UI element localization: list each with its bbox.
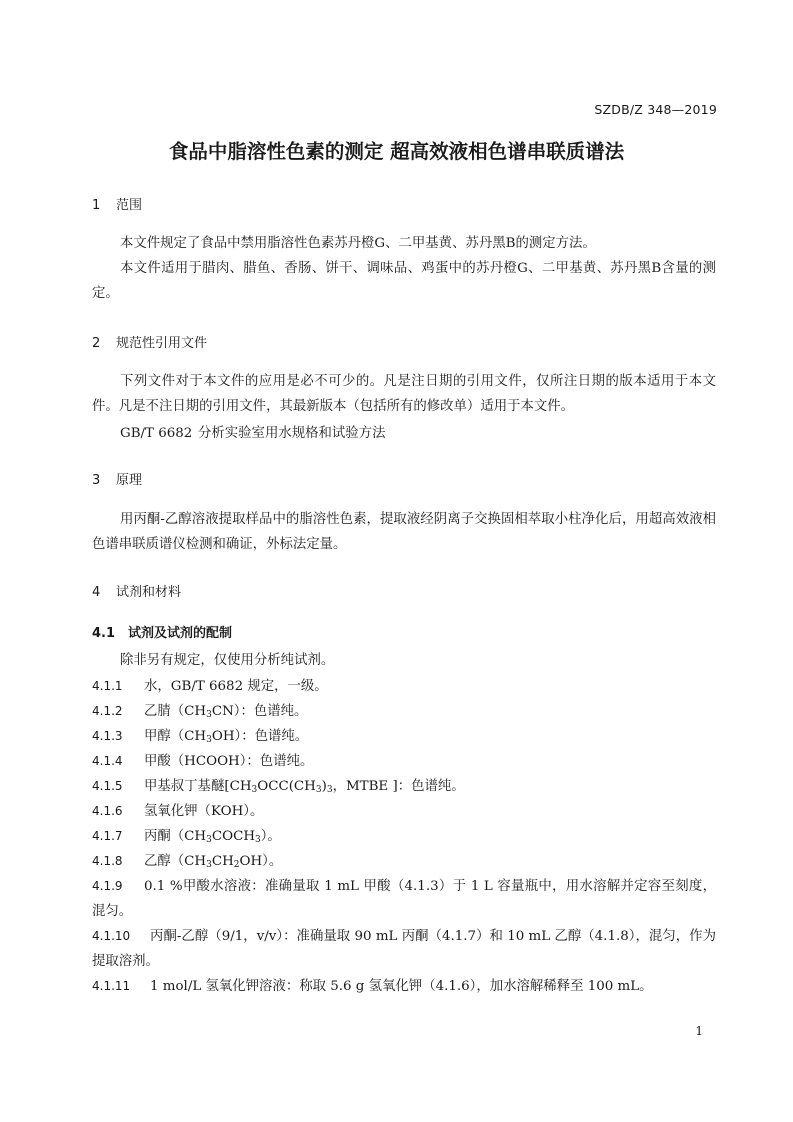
reagent-item xyxy=(92,699,716,725)
subsection-number: 4.1 xyxy=(92,626,116,641)
section-heading-scope xyxy=(92,194,142,213)
reagents-intro: 除非另有规定，仅使用分析纯试剂。 xyxy=(120,653,335,668)
section-heading-normative-references xyxy=(92,332,207,351)
section-title: 规范性引用文件 xyxy=(116,336,208,351)
item-text: 水，GB/T 6682 规定，一级。 xyxy=(144,679,328,694)
item-text: 丙酮-乙醇（9/1，v/v）：准确量取 90 mL 丙酮（4.1.7）和 10 mL 乙醇（4.1.8），混匀，作为提取溶剂。 xyxy=(92,929,716,969)
item-number: 4.1.3 xyxy=(92,729,123,743)
reagent-item xyxy=(92,824,716,850)
subsection-heading-reagent-preparation xyxy=(92,622,232,641)
item-number: 4.1.8 xyxy=(92,854,123,868)
item-number: 4.1.6 xyxy=(92,804,123,818)
item-text: 丙酮$(CH_3COCH_3)$。 xyxy=(144,829,281,845)
reagent-item xyxy=(92,724,716,750)
item-text: 0.1 %甲酸水溶液：准确量取 1 mL 甲酸（4.1.3）于 1 L 容量瓶中，用水溶解并定容至刻度，混匀。 xyxy=(92,879,716,919)
section-title: 范围 xyxy=(116,198,143,213)
subsection-title: 试剂及试剂的配制 xyxy=(128,626,233,641)
reagent-item xyxy=(92,974,716,1000)
section-heading-principle xyxy=(92,469,142,488)
item-text: 甲酸（HCOOH）：色谱纯。 xyxy=(144,754,314,769)
document-title: 食品中脂溶性色素的测定 超高效液相色谱串联质谱法 xyxy=(168,140,625,163)
normative-reference xyxy=(120,422,385,441)
reagent-item xyxy=(92,774,716,800)
reference-code: GB/T 6682 xyxy=(120,426,193,441)
reagent-item xyxy=(92,924,716,974)
reagent-item xyxy=(92,749,716,775)
item-text: 1 mol/L 氢氧化钾溶液：称取 5.6 g 氢氧化钾（4.1.6），加水溶解稀释至 100 mL。 xyxy=(150,979,653,994)
section-number: 4 xyxy=(92,585,101,600)
principle-paragraph: 用丙酮-乙醇溶液提取样品中的脂溶性色素，提取液经阴离子交换固相萃取小柱净化后，用超高效液相色谱串联质谱仪检测和确证，外标法定量。 xyxy=(92,512,716,552)
section-title: 试剂和材料 xyxy=(116,585,182,600)
item-number: 4.1.7 xyxy=(92,829,123,843)
item-number: 4.1.10 xyxy=(92,929,131,943)
item-text: 乙腈$(CH_3CN)$：色谱纯。 xyxy=(144,704,308,720)
section-heading-reagents xyxy=(92,581,181,600)
section-number: 1 xyxy=(92,198,101,213)
item-number: 4.1.1 xyxy=(92,679,123,693)
section-number: 2 xyxy=(92,336,101,351)
item-number: 4.1.2 xyxy=(92,704,123,718)
item-number: 4.1.9 xyxy=(92,879,123,893)
item-text: 甲基叔丁基醚[$CH_3OCC(CH_3)_3$，MTBE ]：色谱纯。 xyxy=(144,779,465,795)
reagent-item xyxy=(92,674,716,700)
standard-code: SZDB/Z 348—2019 xyxy=(594,102,717,117)
item-number: 4.1.11 xyxy=(92,979,131,993)
section-title: 原理 xyxy=(116,473,143,488)
scope-paragraph-2: 本文件适用于腊肉、腊鱼、香肠、饼干、调味品、鸡蛋中的苏丹橙G、二甲基黄、苏丹黑B含量的测定。 xyxy=(92,261,716,301)
item-number: 4.1.5 xyxy=(92,779,123,793)
item-number: 4.1.4 xyxy=(92,754,123,768)
scope-paragraph-1: 本文件规定了食品中禁用脂溶性色素苏丹橙G、二甲基黄、苏丹黑B的测定方法。 xyxy=(120,236,596,251)
reagent-item xyxy=(92,849,716,875)
reference-title: 分析实验室用水规格和试验方法 xyxy=(198,426,386,441)
reagent-item xyxy=(92,874,716,924)
reagent-item xyxy=(92,799,716,825)
section-number: 3 xyxy=(92,473,101,488)
page-number: 1 xyxy=(695,1024,703,1038)
item-text: 甲醇$(CH_3OH)$：色谱纯。 xyxy=(144,729,309,745)
item-text: 氢氧化钾（KOH）。 xyxy=(144,804,264,819)
normative-paragraph: 下列文件对于本文件的应用是必不可少的。凡是注日期的引用文件，仅所注日期的版本适用于本文件。凡是不注日期的引用文件，其最新版本（包括所有的修改单）适用于本文件。 xyxy=(92,374,716,414)
item-text: 乙醇$(CH_3CH_2OH)$。 xyxy=(144,854,283,870)
